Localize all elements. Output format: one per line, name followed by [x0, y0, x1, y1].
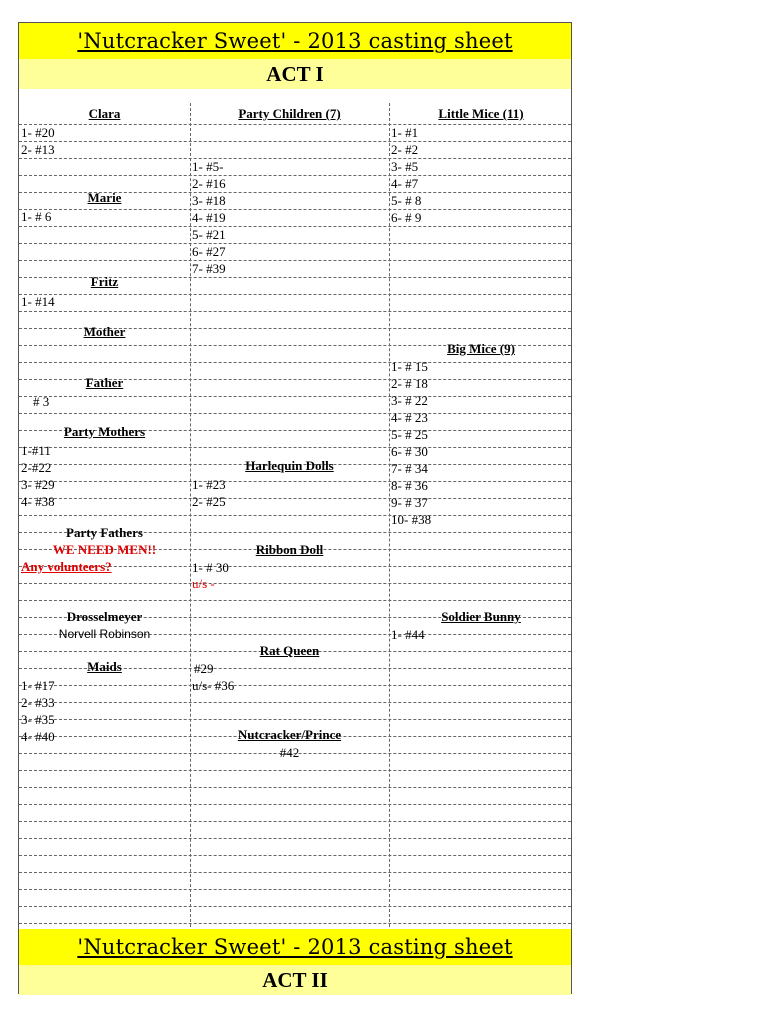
maids-header: Maids [87, 659, 122, 674]
we-need-men-note: WE NEED MEN!! [52, 542, 157, 557]
party-children-header: Party Children (7) [238, 106, 341, 121]
little-mice-5: 5- # 8 [391, 193, 422, 208]
little-mice-4: 4- #7 [391, 176, 419, 191]
harlequin-dolls-header: Harlequin Dolls [245, 458, 334, 473]
big-mice-1: 1- # 15 [391, 359, 428, 374]
maids-3: 3- #35 [21, 712, 55, 727]
drosselmeyer-header: Drosselmeyer [66, 609, 143, 624]
ribbon-doll-understudy: u/s - [192, 576, 215, 591]
little-mice-1: 1- #1 [391, 125, 419, 140]
father-header: Father [85, 375, 124, 390]
clara-2: 2- #13 [21, 142, 55, 157]
maids-2: 2- #33 [21, 695, 55, 710]
party-children-7: 7- #39 [192, 261, 226, 276]
big-mice-3: 3- # 22 [391, 393, 428, 408]
party-mothers-header: Party Mothers [63, 424, 146, 439]
big-mice-6: 6- # 30 [391, 444, 428, 459]
rat-queen-1: #29 [194, 661, 214, 676]
casting-sheet [18, 22, 572, 994]
party-mothers-1: 1-#11 [21, 443, 51, 458]
sheet-title-repeat: 'Nutcracker Sweet' - 2013 casting sheet [77, 935, 513, 959]
ribbon-doll-1: 1- # 30 [192, 560, 229, 575]
big-mice-8: 8- # 36 [391, 478, 428, 493]
clara-1: 1- #20 [21, 125, 55, 140]
party-children-3: 3- #18 [192, 193, 226, 208]
party-children-2: 2- #16 [192, 176, 226, 191]
nutcracker-prince-1: #42 [279, 745, 300, 760]
fritz-1: 1- #14 [21, 294, 55, 309]
rat-queen-understudy: u/s- #36 [192, 678, 235, 693]
soldier-bunny-header: Soldier Bunny [441, 609, 521, 624]
volunteers-note: Any volunteers? [21, 559, 112, 574]
party-children-1: 1- #5- [192, 159, 224, 174]
fritz-header: Fritz [90, 274, 119, 289]
maids-1: 1- #17 [21, 678, 55, 693]
ribbon-doll-header: Ribbon Doll [255, 542, 324, 557]
soldier-bunny-1: 1- #44 [391, 627, 425, 642]
party-children-6: 6- #27 [192, 244, 226, 259]
rat-queen-header: Rat Queen [259, 643, 320, 658]
nutcracker-prince-header: Nutcracker/Prince [237, 727, 342, 742]
party-children-4: 4- #19 [192, 210, 226, 225]
big-mice-10: 10- #38 [391, 512, 432, 527]
party-mothers-4: 4- #38 [21, 494, 55, 509]
sheet-title: 'Nutcracker Sweet' - 2013 casting sheet [77, 29, 513, 53]
harlequin-dolls-1: 1- #23 [192, 477, 226, 492]
big-mice-9: 9- # 37 [391, 495, 428, 510]
marie-1: 1- # 6 [21, 209, 52, 224]
party-children-5: 5- #21 [192, 227, 226, 242]
mother-header: Mother [83, 324, 126, 339]
party-mothers-2: 2-#22 [21, 460, 52, 475]
party-fathers-header: Party Fathers [66, 525, 143, 540]
drosselmeyer-name: Norvell Robinson [58, 627, 151, 641]
top-title-bar [19, 23, 571, 59]
big-mice-header: Big Mice (9) [447, 341, 515, 356]
big-mice-5: 5- # 25 [391, 427, 428, 442]
big-mice-7: 7- # 34 [391, 461, 428, 476]
clara-header: Clara [88, 106, 121, 121]
little-mice-2: 2- #2 [391, 142, 419, 157]
harlequin-dolls-2: 2- #25 [192, 494, 226, 509]
little-mice-3: 3- #5 [391, 159, 419, 174]
maids-4: 4- #40 [21, 729, 55, 744]
bottom-title-bar [19, 929, 571, 965]
marie-header: Marie [87, 190, 122, 205]
little-mice-6: 6- # 9 [391, 210, 422, 225]
act-one-heading: ACT I [19, 59, 571, 89]
big-mice-4: 4- # 23 [391, 410, 428, 425]
party-mothers-3: 3- #29 [21, 477, 55, 492]
father-1: # 3 [33, 394, 50, 409]
big-mice-2: 2- # 18 [391, 376, 428, 391]
little-mice-header: Little Mice (11) [438, 106, 524, 121]
act-two-heading: ACT II [19, 965, 571, 995]
